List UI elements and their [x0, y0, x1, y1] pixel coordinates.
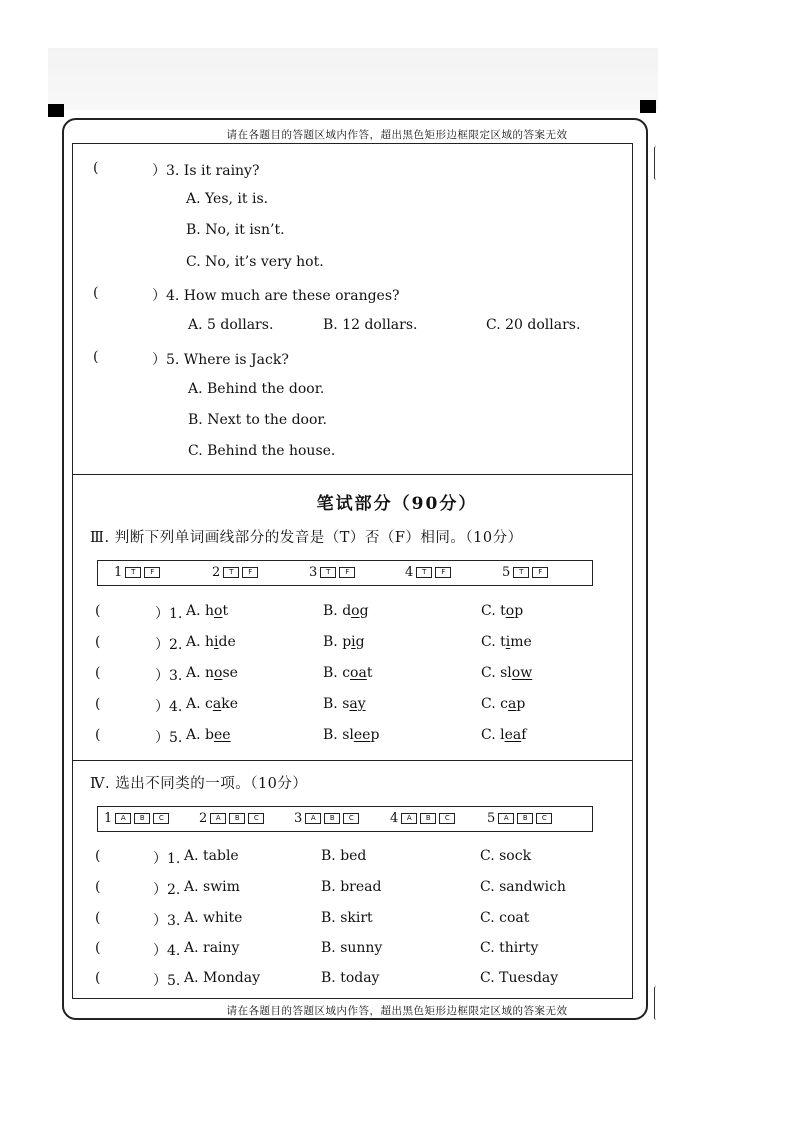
answer-slot-4: [405, 565, 451, 580]
item-number: ）5.: [153, 973, 181, 989]
bubble-b[interactable]: B: [420, 813, 436, 824]
answer-slot-5: [502, 565, 548, 580]
answer-slot-5: [487, 811, 552, 826]
option-c: C. leaf: [481, 727, 527, 743]
option-a: A. 5 dollars.: [188, 317, 274, 333]
item-number: ）5.: [155, 730, 183, 746]
item-number: ）2.: [155, 637, 183, 653]
item-number: ）3.: [155, 668, 183, 684]
bubble-a[interactable]: A: [305, 813, 321, 824]
option-a: A. bee: [186, 727, 231, 743]
bubble-f[interactable]: F: [242, 567, 258, 578]
item-number: ）2.: [153, 882, 181, 898]
section-divider: [72, 474, 633, 475]
option-c: C. cap: [481, 696, 526, 712]
option-c: C. time: [481, 634, 532, 650]
option-c: C. coat: [480, 910, 530, 926]
bubble-b[interactable]: B: [324, 813, 340, 824]
slot-number: 5: [487, 811, 496, 826]
option-b: B. today: [321, 970, 380, 986]
written-part-title: 笔试部分（90分）: [316, 494, 478, 514]
item-number: ）1.: [155, 606, 183, 622]
option-c: C. slow: [481, 665, 533, 681]
answer-paren[interactable]: (: [95, 727, 101, 743]
item-number: ）1.: [153, 851, 181, 867]
option-b: B. bread: [321, 879, 382, 895]
answer-paren[interactable]: (: [95, 970, 101, 986]
answer-paren[interactable]: (: [95, 634, 101, 650]
answer-paren[interactable]: (: [93, 160, 99, 176]
page-edge-tick: [654, 146, 659, 180]
slot-number: 1: [114, 565, 123, 580]
section-4-answer-box: [97, 806, 593, 832]
slot-number: 5: [502, 565, 511, 580]
answer-paren[interactable]: (: [95, 879, 101, 895]
corner-marker-right: [640, 100, 656, 113]
answer-slot-2: [199, 811, 264, 826]
section-4-heading: Ⅳ. 选出不同类的一项。（10分）: [90, 776, 308, 792]
item-number: ）4.: [153, 943, 181, 959]
option-a: A. table: [184, 848, 239, 864]
section-3-heading: Ⅲ. 判断下列单词画线部分的发音是（T）否（F）相同。（10分）: [90, 530, 523, 546]
answer-slot-2: [212, 565, 258, 580]
bubble-a[interactable]: A: [498, 813, 514, 824]
option-b: B. bed: [321, 848, 367, 864]
option-a: A. cake: [186, 696, 238, 712]
option-a: A. white: [184, 910, 243, 926]
question-stem: ）4. How much are these oranges?: [152, 288, 400, 304]
option-c: C. sock: [480, 848, 532, 864]
bubble-a[interactable]: A: [210, 813, 226, 824]
option-a: A. Monday: [184, 970, 261, 986]
option-b: B. skirt: [321, 910, 373, 926]
option-a: A. Behind the door.: [188, 381, 325, 397]
option-a: A. rainy: [184, 940, 240, 956]
section-divider: [72, 760, 633, 761]
slot-number: 3: [309, 565, 318, 580]
option-c: C. sandwich: [480, 879, 566, 895]
slot-number: 2: [212, 565, 221, 580]
bubble-f[interactable]: F: [435, 567, 451, 578]
slot-number: 2: [199, 811, 208, 826]
bubble-c[interactable]: C: [343, 813, 359, 824]
option-b: B. dog: [323, 603, 369, 619]
scan-shadow-strip: [48, 48, 658, 110]
option-b: B. 12 dollars.: [323, 317, 418, 333]
bubble-f[interactable]: F: [532, 567, 548, 578]
item-number: ）4.: [155, 699, 183, 715]
bubble-t[interactable]: T: [320, 567, 336, 578]
bubble-t[interactable]: T: [513, 567, 529, 578]
option-b: B. sleep: [323, 727, 380, 743]
bubble-a[interactable]: A: [401, 813, 417, 824]
bubble-b[interactable]: B: [517, 813, 533, 824]
slot-number: 4: [405, 565, 414, 580]
bubble-f[interactable]: F: [144, 567, 160, 578]
slot-number: 1: [104, 811, 113, 826]
bubble-b[interactable]: B: [134, 813, 150, 824]
answer-slot-1: [104, 811, 169, 826]
bubble-c[interactable]: C: [536, 813, 552, 824]
option-b: B. Next to the door.: [188, 412, 328, 428]
answer-paren[interactable]: (: [95, 910, 101, 926]
bubble-t[interactable]: T: [223, 567, 239, 578]
option-c: C. 20 dollars.: [486, 317, 581, 333]
slot-number: 4: [390, 811, 399, 826]
answer-paren[interactable]: (: [95, 848, 101, 864]
bubble-f[interactable]: F: [339, 567, 355, 578]
bubble-b[interactable]: B: [229, 813, 245, 824]
bubble-c[interactable]: C: [248, 813, 264, 824]
bubble-c[interactable]: C: [439, 813, 455, 824]
option-a: A. Yes, it is.: [186, 191, 269, 207]
option-b: B. say: [323, 696, 366, 712]
answer-paren[interactable]: (: [93, 349, 99, 365]
bubble-a[interactable]: A: [115, 813, 131, 824]
answer-paren[interactable]: (: [95, 696, 101, 712]
slot-number: 3: [294, 811, 303, 826]
option-c: C. Behind the house.: [188, 443, 336, 459]
option-b: B. pig: [323, 634, 365, 650]
top-notice: 请在各题目的答题区域内作答，超出黑色矩形边框限定区域的答案无效: [226, 129, 568, 141]
bottom-notice: 请在各题目的答题区域内作答，超出黑色矩形边框限定区域的答案无效: [226, 1005, 568, 1017]
option-b: B. No, it isn’t.: [186, 222, 285, 238]
option-b: B. sunny: [321, 940, 383, 956]
bubble-t[interactable]: T: [416, 567, 432, 578]
option-c: C. Tuesday: [480, 970, 559, 986]
option-c: C. thirty: [480, 940, 539, 956]
question-stem: ）3. Is it rainy?: [152, 163, 260, 179]
answer-slot-1: [114, 565, 160, 580]
section-3-answer-box: [97, 560, 593, 586]
answer-paren[interactable]: (: [95, 665, 101, 681]
option-b: B. coat: [323, 665, 373, 681]
bubble-t[interactable]: T: [125, 567, 141, 578]
answer-slot-3: [309, 565, 355, 580]
corner-marker-left: [48, 104, 64, 117]
answer-paren[interactable]: (: [95, 603, 101, 619]
option-c: C. top: [481, 603, 524, 619]
option-a: A. hot: [186, 603, 229, 619]
option-c: C. No, it’s very hot.: [186, 254, 324, 270]
answer-slot-3: [294, 811, 359, 826]
answer-slot-4: [390, 811, 455, 826]
answer-paren[interactable]: (: [93, 285, 99, 301]
question-stem: ）5. Where is Jack?: [152, 352, 289, 368]
bubble-c[interactable]: C: [153, 813, 169, 824]
option-a: A. hide: [186, 634, 236, 650]
option-a: A. nose: [186, 665, 238, 681]
item-number: ）3.: [153, 913, 181, 929]
option-a: A. swim: [184, 879, 240, 895]
answer-paren[interactable]: (: [95, 940, 101, 956]
